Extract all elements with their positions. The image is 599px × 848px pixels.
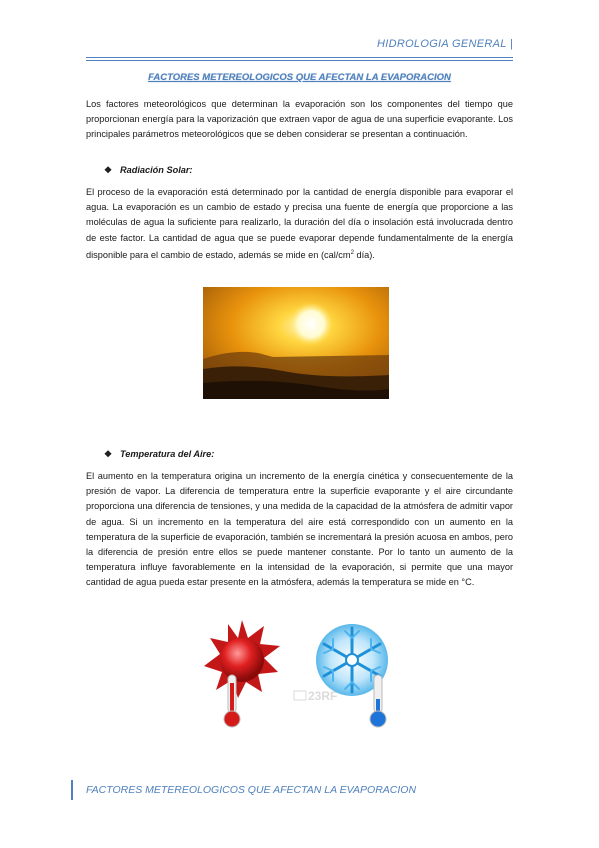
header-rule-thin bbox=[86, 60, 513, 61]
sun-icon bbox=[204, 620, 280, 698]
footer-bar bbox=[71, 780, 73, 800]
document-title: FACTORES METEREOLOGICOS QUE AFECTAN LA EVAPORACION bbox=[148, 72, 451, 83]
bullet-icon: ❖ bbox=[104, 449, 113, 459]
radiation-paragraph bbox=[86, 185, 513, 263]
intro-paragraph: Los factores meteorológicos que determinan la evaporación son los componentes del tiempo que proporcionan energía para la vaporización que extraen vapor de agua de una superficie evaporante. Los principales parámetros meteorológicos que se deben considerar se presentan a continuación. bbox=[86, 99, 513, 140]
section-heading-temperature bbox=[104, 449, 214, 460]
footer-text: FACTORES METEREOLOGICOS QUE AFECTAN LA EVAPORACION bbox=[86, 784, 417, 796]
section-heading-radiation bbox=[104, 165, 193, 176]
section-heading-label: Temperatura del Aire: bbox=[120, 449, 215, 459]
svg-text:23RF: 23RF bbox=[308, 689, 338, 703]
radiation-unit: ($cal/cm^2$ día). bbox=[320, 249, 375, 260]
radiation-text: El proceso de la evaporación está determinado por la cantidad de energía disponible para evaporar el agua. La evaporación es un cambio de estado y precisa una fuente de energía que proporcione a las moléculas de agua la suficiente para realizarlo, la duración del día o insolación está involucrada dentro de este factor. La cantidad de agua que se puede evaporar depende fundamentalmente de la energía disponible para el cambio de estado, además se mide en bbox=[86, 187, 513, 260]
thermometer-image bbox=[202, 615, 398, 731]
watermark bbox=[294, 689, 337, 703]
bullet-icon: ❖ bbox=[104, 165, 113, 175]
header-rule bbox=[86, 57, 513, 58]
section-heading-label: Radiación Solar: bbox=[120, 165, 193, 175]
sunset-image bbox=[203, 287, 389, 399]
header-title: HIDROLOGIA GENERAL | bbox=[376, 38, 513, 50]
temperature-paragraph: El aumento en la temperatura origina un incremento de la energía cinética y consecuentemente de la presión de vapor. La diferencia de temperatura entre la superficie evaporante y el aire circundante proporciona una diferencia de tensiones, y una medida de la capacidad de la atmósfera de admitir vapor de agua. Si un incremento en la temperatura del aire está correspondido con un aumento en la temperatura de la superficie de evaporación, también se incrementará la presión acuosa en ambos, pero la diferencia de presión entre ellos se puede mantener constante. Por lo tanto un aumento de la temperatura influye favorablemente en la intensidad de la evaporación, si permite que una mayor cantidad de agua pueda estar presente en la atmósfera, además la temperatura se mide en °C. bbox=[86, 471, 513, 588]
